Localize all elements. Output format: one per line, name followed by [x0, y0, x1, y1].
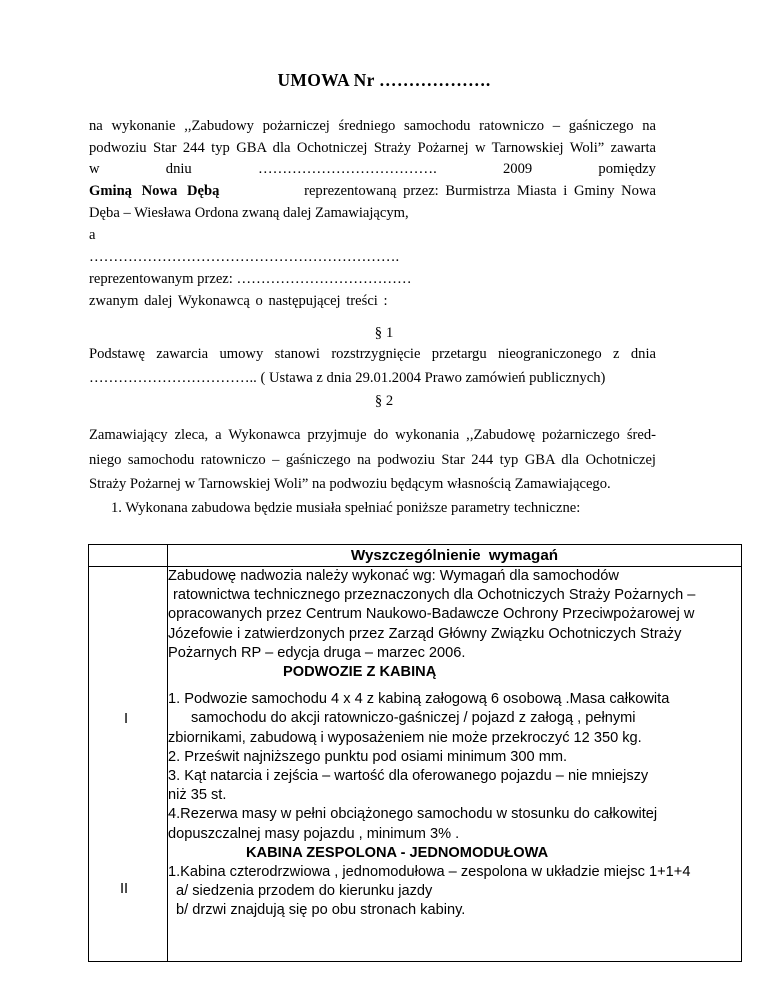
- intro-line-5: Dęba – Wiesława Ordona zwaną dalej Zamawiającym,: [89, 205, 409, 221]
- party-representation: reprezentowaną przez: Burmistrza Miasta i Gminy Nowa: [304, 183, 656, 199]
- req-line: b/ drzwi znajdują się po obu stronach kabiny.: [176, 902, 466, 919]
- req-line: zbiornikami, zabudową i wyposażeniem nie może przekroczyć 12 350 kg.: [168, 729, 642, 746]
- intro-line-1: na wykonanie ,,Zabudowy pożarniczej średniego samochodu ratowniczo – gaśniczego na: [89, 118, 656, 134]
- section-1-heading: § 1: [374, 325, 394, 341]
- intro-line-8: reprezentowanym przez: ………………………………: [89, 271, 412, 287]
- intro-line-9: zwanym dalej Wykonawcą o następującej treści :: [89, 293, 388, 309]
- section-2-line-1: Zamawiający zleca, a Wykonawca przyjmuje do wykonania ,,Zabudowę pożarniczego śred-: [89, 427, 656, 443]
- req-line: Zabudowę nadwozia należy wykonać wg: Wymagań dla samochodów: [168, 568, 619, 584]
- roman-numeral-1: I: [124, 711, 129, 727]
- req-line: a/ siedzenia przodem do kierunku jazdy: [176, 883, 433, 900]
- requirements-cell: [168, 567, 742, 962]
- section-1-line-2: …………………………….. ( Ustawa z dnia 29.01.2004 Prawo zamówień publicznych): [89, 370, 606, 386]
- intro-line-2: podwoziu Star 244 typ GBA dla Ochotniczej Straży Pożarnej w Tarnowskiej Woli” zawarta: [89, 140, 656, 156]
- req-line: 1. Podwozie samochodu 4 x 4 z kabiną załogową 6 osobową .Masa całkowita: [168, 691, 670, 708]
- intro-line-3: [89, 161, 656, 178]
- table-header-label: Wyszczególnienie wymagań: [350, 547, 559, 564]
- intro-line-3-between: pomiędzy: [598, 161, 656, 177]
- requirements-table: [88, 544, 742, 962]
- section-heading-chassis: PODWOZIE Z KABINĄ: [283, 664, 437, 681]
- roman-numeral-2: II: [120, 881, 129, 897]
- req-line: 3. Kąt natarcia i zejścia – wartość dla oferowanego pojazdu – nie mniejszy: [168, 768, 649, 785]
- section-2-item-1: 1. Wykonana zabudowa będzie musiała spełniać poniższe parametry techniczne:: [111, 500, 581, 516]
- table-row: [89, 567, 742, 962]
- section-2-line-2: niego samochodu ratowniczo – gaśniczego na podwoziu Star 244 typ GBA dla Ochotniczej: [89, 452, 656, 468]
- req-line: samochodu do akcji ratowniczo-gaśniczej / pojazd z załogą , pełnymi: [191, 710, 636, 727]
- intro-line-3-dniu: dniu: [165, 161, 192, 177]
- intro-line-7: ……………………………………………………….: [89, 249, 400, 265]
- roman-numeral-cell: [89, 567, 168, 962]
- table-header: [168, 545, 742, 567]
- table-header-empty-cell: [89, 545, 168, 567]
- table-header-row: [89, 545, 742, 567]
- req-line: 1.Kabina czterodrzwiowa , jednomodułowa – zespolona w układzie miejsc 1+1+4: [168, 864, 691, 881]
- intro-line-4: [89, 183, 656, 200]
- req-line: dopuszczalnej masy pojazdu , minimum 3% .: [168, 825, 460, 842]
- req-line: 4.Rezerwa masy w pełni obciążonego samochodu w stosunku do całkowitej: [168, 806, 658, 823]
- intro-line-3-w: w: [89, 161, 100, 177]
- req-line: Józefowie i zatwierdzonych przez Zarząd Główny Związku Ochotniczych Straży: [168, 625, 682, 642]
- req-line: Pożarnych RP – edycja druga – marzec 2006.: [168, 644, 466, 661]
- intro-line-3-dots: ……………………………….: [257, 161, 437, 177]
- section-2-heading: § 2: [374, 393, 394, 409]
- intro-line-3-year: 2009: [502, 161, 533, 177]
- section-heading-cabin: KABINA ZESPOLONA - JEDNOMODUŁOWA: [246, 844, 549, 861]
- req-line: niż 35 st.: [168, 787, 227, 804]
- req-line: opracowanych przez Centrum Naukowo-Badawcze Ochrony Przeciwpożarowej w: [168, 606, 695, 623]
- document-title: UMOWA Nr ……………….: [277, 70, 491, 90]
- req-line: ratownictwa technicznego przeznaczonych dla Ochotniczych Straży Pożarnych –: [173, 587, 696, 604]
- section-1-line-1: Podstawę zawarcia umowy stanowi rozstrzygnięcie przetargu nieograniczonego z dnia: [89, 346, 656, 362]
- party-name: Gminą Nowa Dębą: [89, 183, 220, 199]
- intro-line-6: a: [89, 227, 96, 243]
- req-line: 2. Prześwit najniższego punktu pod osiami minimum 300 mm.: [168, 748, 568, 765]
- section-2-line-3: Straży Pożarnej w Tarnowskiej Woli” na podwoziu będącym własnością Zamawiającego.: [89, 476, 611, 492]
